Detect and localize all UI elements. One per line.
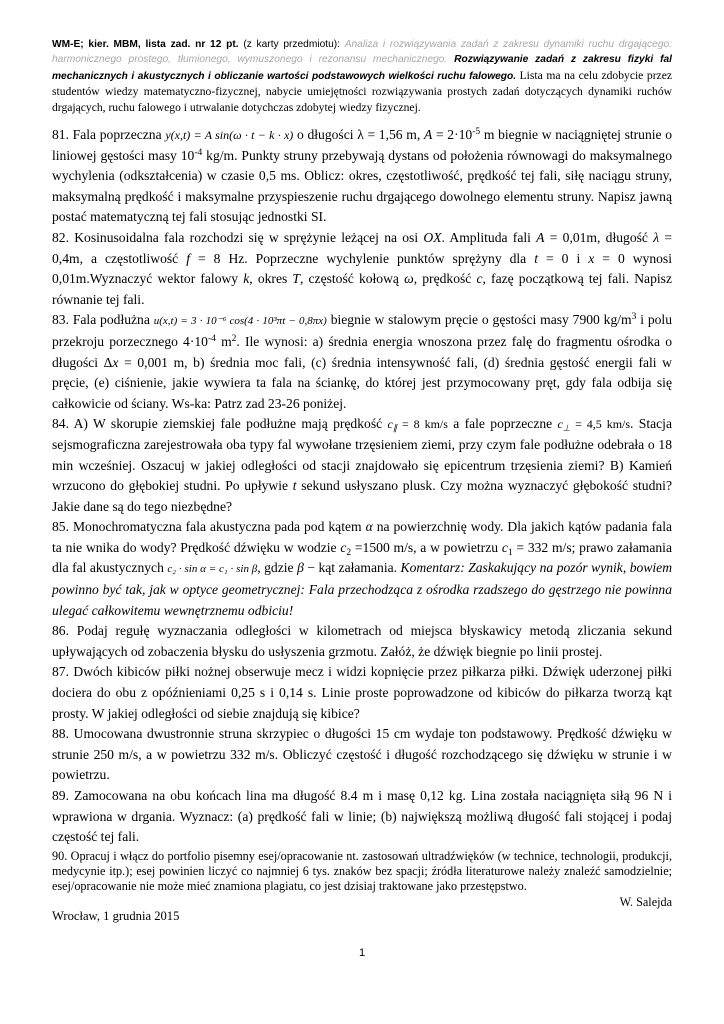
problem-list [52,125,672,910]
problem-85: 85. Monochromatyczna fala akustyczna pada pod kątem α na powierzchnię wody. Dla jakich kątów padania fala ta nie wnika do wody? Prędkość dźwięku w wodzie $c_2 =1500$ m/s, a w powietrzu $c_1 = 332$ m/s; prawo załamania dla fal akustycznych c₂ · sin α = c₁ · sin β, gdzie β − kąt załamania. Komentarz: Zaskakujący na pozór wynik, bowiem powinno być tak, jak w optyce geometrycznej: Fala przechodząca z ośrodka rzadszego do gęstrzego nie powinna ulegać całkowitemu wewnętrznemu odbiciu! [52,519,673,618]
wave-formula-81: y(x,t) = A sin(ω · t − k · x) [165,128,294,142]
refraction-law: c₂ · sin α = c₁ · sin β [167,563,258,576]
velocity-longitudinal: $c_\parallel = 8$ km/s [387,417,448,433]
problem-86: 86. Podaj regułę wyznaczania odległości w kilometrach od miejsca błyskawicy metodą zliczania sekund upływających od zobaczenia błysku do usłyszenia grzmotu. Załóż, że dźwięk biegnie po linii prostej. [52,623,672,659]
wave-formula-83: u(x,t) = 3 · 10⁻⁶ cos(4 · 10³πt − 0,8πx) [153,315,327,328]
problem-90: 90. Opracuj i włącz do portfolio pisemny esej/opracowanie nt. zastosowań ultradźwięków (w technice, technologii, produkcji, medycynie itp.); esej powinien liczyć co najmniej 6 tys. znaków bez spacji; źródła literaturowe należy znaleźć samodzielnie; esej/opracowanie nie może mieć znamiona plagiatu, co jest dzisiaj traktowane jako przestępstwo. [52,848,672,894]
author-signature: W. Salejda [619,895,672,910]
topic-bold: Rozwiązywanie zadań z zakresu fizyki fal mechanicznych i akustycznych i obliczanie wartości podstawowych wielkości ruchu falowego. [52,54,672,82]
problem-89: 89. Zamocowana na obu końcach lina ma długość 8.4 m i masę 0,12 kg. Lina została naciągnięta siłą 96 N i wprawiona w drgania. Wyznacz: (a) prędkość fali w linie; (b) największą możliwą długość fali stojącej i podaj częstość tej fali. [52,788,672,845]
problem-83: 83. Fala podłużna u(x,t) = 3 · 10⁻⁶ cos(4 · 10³πt − 0,8πx) biegnie w stalowym pręcie o gęstości masy 7900 $kg/m^3$ i polu przekroju porzecznego $4\cdot 10^{-4}$ $m^2$. Ile wynosi: a) średnia energia wnoszona przez falę do fragmentu ośrodka o długości Δx = 0,001 m, b) średnia moc fali, (c) średnia intensywność fali, (d) średnia gęstość energii fali w pręcie, (e) ciśnienie, jakie wywiera ta fala na ściankę, do której jest przymocowany pręt, gdy fala odbija się całkowicie od ściany. Ws-ka: Patrz zad 23-26 poniżej. [52,312,673,411]
comment-85: Komentarz: Zaskakujący na pozór wynik, bowiem powinno być tak, jak w optyce geometrycznej: Fala przechodząca z ośrodka rzadszego do gęstrzego nie powinna ulegać całkowitemu wewnętrznemu odbiciu! [52,560,673,618]
problem-87: 87. Dwóch kibiców piłki nożnej obserwuje mecz i widzi kopnięcie przez piłkarza piłki. Dźwięk uderzonej piłki dociera do obu z opóźnieniami 0,25 s i 0,14 s. Linie proste poprowadzone od kibiców do piłkarza tworzą kąt prosty. W jakiej odległości od siebie znajdują się kibice? [52,664,672,721]
topic-grey: Analiza i rozwiązywania zadań z zakresu dynamiki ruchu drgającego: harmonicznego prostego, tłumionego, wymuszonego i rezonansu mechanicznego. [52,39,672,66]
course-title: WM-E; kier. MBM, lista zad. nr 12 pt. [52,39,239,50]
problem-81: 81. Fala poprzeczna y(x,t) = A sin(ω · t − k · x) o długości λ = 1,56 m, $A = 2\cdot 10^{-5}$ m biegnie w naciągniętej strunie o liniowej gęstości masy $10^{-4}$ kg/m. Punkty struny przebywają dystans od położenia równowagi do maksymalnego wychylenia (odkształcenia) w czasie 0,5 ms. Oblicz: okres, częstotliwość, prędkość tej fali, siłę naciągu struny, maksymalną prędkość i maksymalne przyspieszenie ruchu drgającego dowolnego elementu struny. Napisz jawną postać matematyczną tej fali stosując jednostki SI. [52,126,673,225]
problem-88: 88. Umocowana dwustronnie struna skrzypiec o długości 15 cm wydaje ton podstawowy. Prędkość dźwięku w strunie 250 m/s, a w powietrzu 332 m/s. Obliczyć częstość i długość rozchodzącego się dźwięku w strunie i w powietrzu. [52,726,672,783]
problem-82: 82. Kosinusoidalna fala rozchodzi się w sprężynie leżącej na osi OX. Amplituda fali A = 0,01m, długość λ = 0,4m, a częstotliwość f = 8 Hz. Poprzeczne wychylenie punktów sprężyny dla t = 0 i x = 0 wynosi 0,01m.Wyznaczyć wektor falowy k, okres T, częstość kołową ω, prędkość c, fazę początkową tej fali. Napisz równanie tej fali. [52,229,673,307]
velocity-transverse: $c_\perp = 4,5$ km/s [557,417,631,433]
page-number: 1 [358,947,366,959]
place-date: Wrocław, 1 grudnia 2015 [52,909,180,923]
problem-84: 84. A) W skorupie ziemskiej fale podłużne mają prędkość $c_\parallel = 8$ km/s a fale poprzeczne $c_\perp = 4,5$ km/s. Stacja sejsmograficzna zarejestrowała oba typy fal wywołane trzęsieniem ziemi, przy czym fale podłużne odebrała o 18 min wcześniej. Oszacuj w jakiej odległości od stacji znajdowało się epicentrum trzęsienia ziemi? B) Kamień wrzucono do głębokiej studni. Po upływie t sekund usłyszano plusk. Czy można wyznaczyć głębokość studni? Jakie dane są do tego niezbędne? [52,416,672,514]
source-note: (z karty przedmiotu): [243,39,340,50]
course-goal: Lista ma na celu zdobycie przez studentów wiedzy matematyczno-fizycznej, nabycie umiejętności rozwiązywania prostych zadań dotyczących dynamiki ruchów drgających, ruchu falowego i utrwalanie dotychczas zdobytej wiedzy fizycznej. [52,68,672,115]
course-header [52,37,672,116]
